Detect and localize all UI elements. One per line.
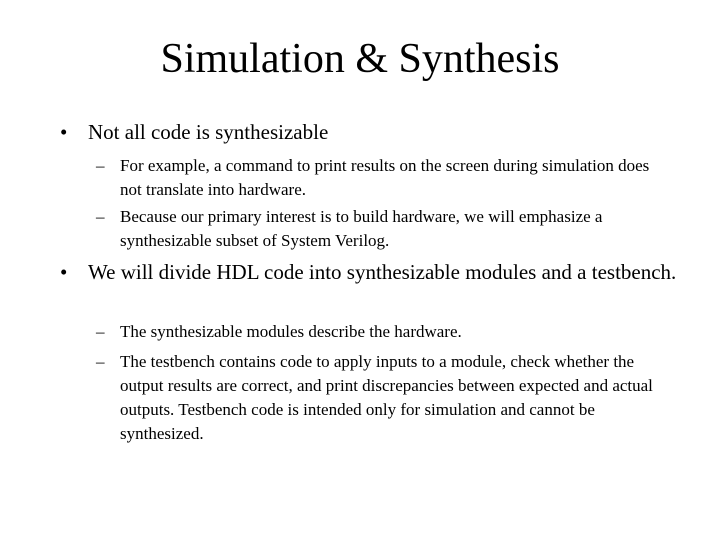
sub-bullet-text: For example, a command to print results on the screen during simulation does not translate into hardware. bbox=[120, 156, 650, 199]
sub-bullet-marker: – bbox=[96, 156, 105, 175]
sub-bullet-marker: – bbox=[96, 322, 105, 341]
sub-bullet-item bbox=[96, 350, 656, 446]
bullet-text: Not all code is synthesizable bbox=[88, 120, 329, 144]
bullet-text: We will divide HDL code into synthesizable modules and a testbench. bbox=[88, 260, 677, 284]
bullet-item bbox=[60, 120, 680, 145]
bullet-item bbox=[60, 260, 680, 285]
sub-bullet-item bbox=[96, 154, 656, 202]
sub-bullet-text: The testbench contains code to apply inputs to a module, check whether the output results are correct, and print discrepancies between expected and actual outputs. Testbench code is intended only for simulation and cannot be synthesized. bbox=[120, 352, 653, 443]
bullet-marker: • bbox=[60, 260, 68, 284]
bullet-marker: • bbox=[60, 120, 68, 144]
sub-bullet-item bbox=[96, 205, 656, 253]
sub-bullet-marker: – bbox=[96, 352, 105, 371]
sub-bullet-text: The synthesizable modules describe the hardware. bbox=[120, 322, 462, 341]
sub-bullet-item bbox=[96, 320, 656, 344]
sub-bullet-marker: – bbox=[96, 207, 105, 226]
sub-bullet-text: Because our primary interest is to build hardware, we will emphasize a synthesizable subset of System Verilog. bbox=[120, 207, 603, 250]
slide-title: Simulation & Synthesis bbox=[160, 36, 560, 82]
